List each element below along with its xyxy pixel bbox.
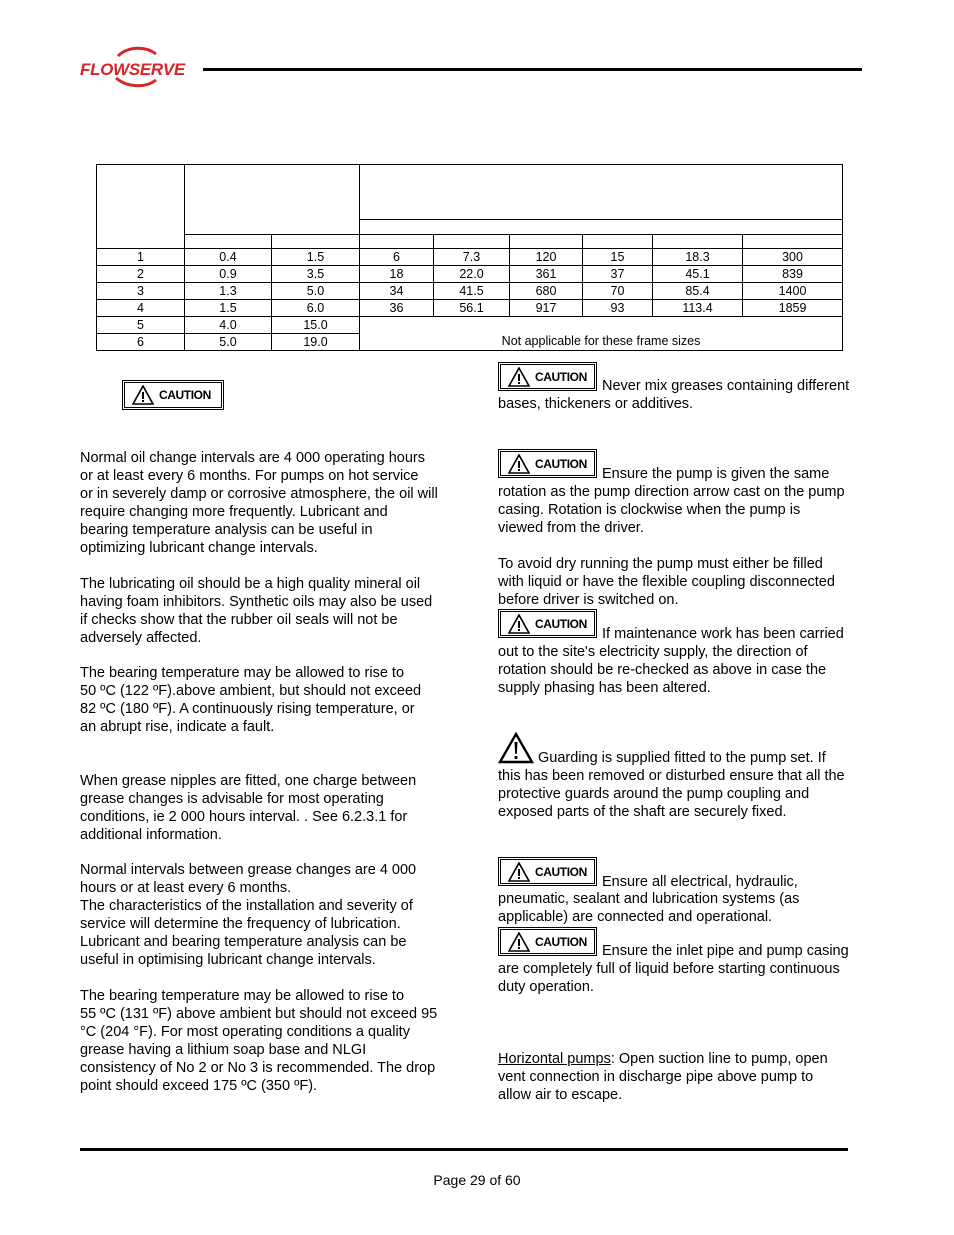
guarding-line1: Guarding is supplied fitted to the pump set. If: [538, 750, 826, 766]
caution-badge: CAUTION: [498, 857, 597, 886]
table-row: 3 1.3 5.0 34 41.5 680 70 85.4 1400: [97, 283, 843, 300]
inlet-line1: Ensure the inlet pipe and pump casing: [602, 943, 849, 959]
table-header-cell: [743, 235, 843, 249]
rotation-line1: Ensure the pump is given the same: [602, 466, 830, 482]
horizontal-pumps-label: Horizontal pumps: [498, 1051, 611, 1067]
maintenance-line1: If maintenance work has been carried: [602, 626, 844, 642]
not-applicable-note: Not applicable for these frame sizes: [360, 317, 843, 351]
grease-temperature-paragraph: The bearing temperature may be allowed to rise to 55 ºC (131 ºF) above ambient but should not exceed 95 °C (204 °F). For most operating conditions a quality grease having a lithium soap base and NLGI consistency of No 2 or No 3 is recommended. The drop point should exceed 175 ºC (350 ºF).: [80, 988, 438, 1094]
electrical-line1: Ensure all electrical, hydraulic,: [602, 874, 798, 890]
table-row: 2 0.9 3.5 18 22.0 361 37 45.1 839: [97, 266, 843, 283]
rotation-paragraph: rotation as the pump direction arrow cast on the pump casing. Rotation is clockwise when the pump is viewed from the driver.: [498, 484, 845, 536]
dry-running-paragraph: To avoid dry running the pump must either be filled with liquid or have the flexible coupling disconnected before driver is switched on.: [498, 556, 835, 608]
table-header-cell: [272, 235, 360, 249]
flowserve-logo: [80, 44, 198, 88]
table-header-cell: [360, 165, 843, 220]
page-number: Page 29 of 60: [433, 1172, 521, 1188]
table-header-cell: [360, 235, 434, 249]
logo-text: FLOWSERVE: [80, 60, 185, 79]
maintenance-paragraph: out to the site's electricity supply, the direction of rotation should be re-checked as above in case the supply phasing has been altered.: [498, 644, 827, 696]
caution-badge: CAUTION: [498, 362, 597, 391]
table-header-cell: [510, 235, 583, 249]
warning-triangle-icon: [508, 932, 530, 952]
inlet-paragraph: are completely full of liquid before starting continuous duty operation.: [498, 961, 840, 995]
table-header-cell: [97, 165, 185, 249]
mix-greases-line2: bases, thickeners or additives.: [498, 396, 694, 412]
guarding-paragraph: this has been removed or disturbed ensure that all the protective guards around the pump coupling and exposed parts of the shaft are securely fixed.: [498, 768, 845, 820]
header-rule: [203, 68, 862, 71]
table-row: 6 5.0 19.0: [97, 334, 843, 351]
caution-badge: CAUTION: [498, 449, 597, 478]
table-header-cell: [653, 235, 743, 249]
oil-change-paragraph: Normal oil change intervals are 4 000 operating hours or at least every 6 months. For pumps on hot service or in severely damp or corrosive atmosphere, the oil will require changing more frequently. Lubricant and bearing temperature analysis can be useful in optimizing lubricant change intervals.: [80, 450, 438, 556]
warning-triangle-icon: [508, 614, 530, 634]
caution-badge: CAUTION: [498, 927, 597, 956]
caution-badge: CAUTION: [498, 609, 597, 638]
table-header-cell: [185, 165, 360, 235]
oil-temperature-paragraph: The bearing temperature may be allowed to rise to 50 ºC (122 ºF).above ambient, but should not exceed 82 ºC (180 ºF). A continuously rising temperature, or an abrupt rise, indicate a fault.: [80, 665, 422, 735]
electrical-paragraph: pneumatic, sealant and lubrication systems (as applicable) are connected and operational.: [498, 891, 800, 925]
lubrication-table: [96, 164, 843, 351]
caution-badge: CAUTION: [122, 380, 224, 410]
table-row: 4 1.5 6.0 36 56.1 917 93 113.4 1859: [97, 300, 843, 317]
table-header-cell: [583, 235, 653, 249]
general-hazard-icon: [498, 732, 534, 764]
table-header-cell: [360, 220, 843, 235]
horizontal-pumps-paragraph: Horizontal pumps: Open suction line to pump, open vent connection in discharge pipe above pump to allow air to escape.: [498, 1051, 828, 1103]
grease-nipples-paragraph: When grease nipples are fitted, one charge between grease changes is advisable for most operating conditions, ie 2 000 hours interval. . See 6.2.3.1 for additional information.: [80, 773, 417, 843]
footer-rule: [80, 1148, 848, 1151]
oil-quality-paragraph: The lubricating oil should be a high quality mineral oil having foam inhibitors. Synthetic oils may also be used if checks show that the rubber oil seals will not be adversely affected.: [80, 576, 433, 646]
table-header-cell: [434, 235, 510, 249]
table-row: 1 0.4 1.5 6 7.3 120 15 18.3 300: [97, 249, 843, 266]
grease-intervals-paragraph: Normal intervals between grease changes are 4 000 hours or at least every 6 months. The characteristics of the installation and severity of service will determine the frequency of lubrication. Lubricant and bearing temperature analysis can be useful in optimising lubricant change intervals.: [80, 862, 417, 968]
table-row: 5 4.0 15.0 Not applicable for these frame sizes: [97, 317, 843, 334]
warning-triangle-icon: [508, 862, 530, 882]
warning-triangle-icon: [508, 367, 530, 387]
warning-triangle-icon: [508, 454, 530, 474]
warning-triangle-icon: [132, 385, 154, 405]
mix-greases-line1: Never mix greases containing different: [602, 378, 850, 394]
table-header-cell: [185, 235, 272, 249]
